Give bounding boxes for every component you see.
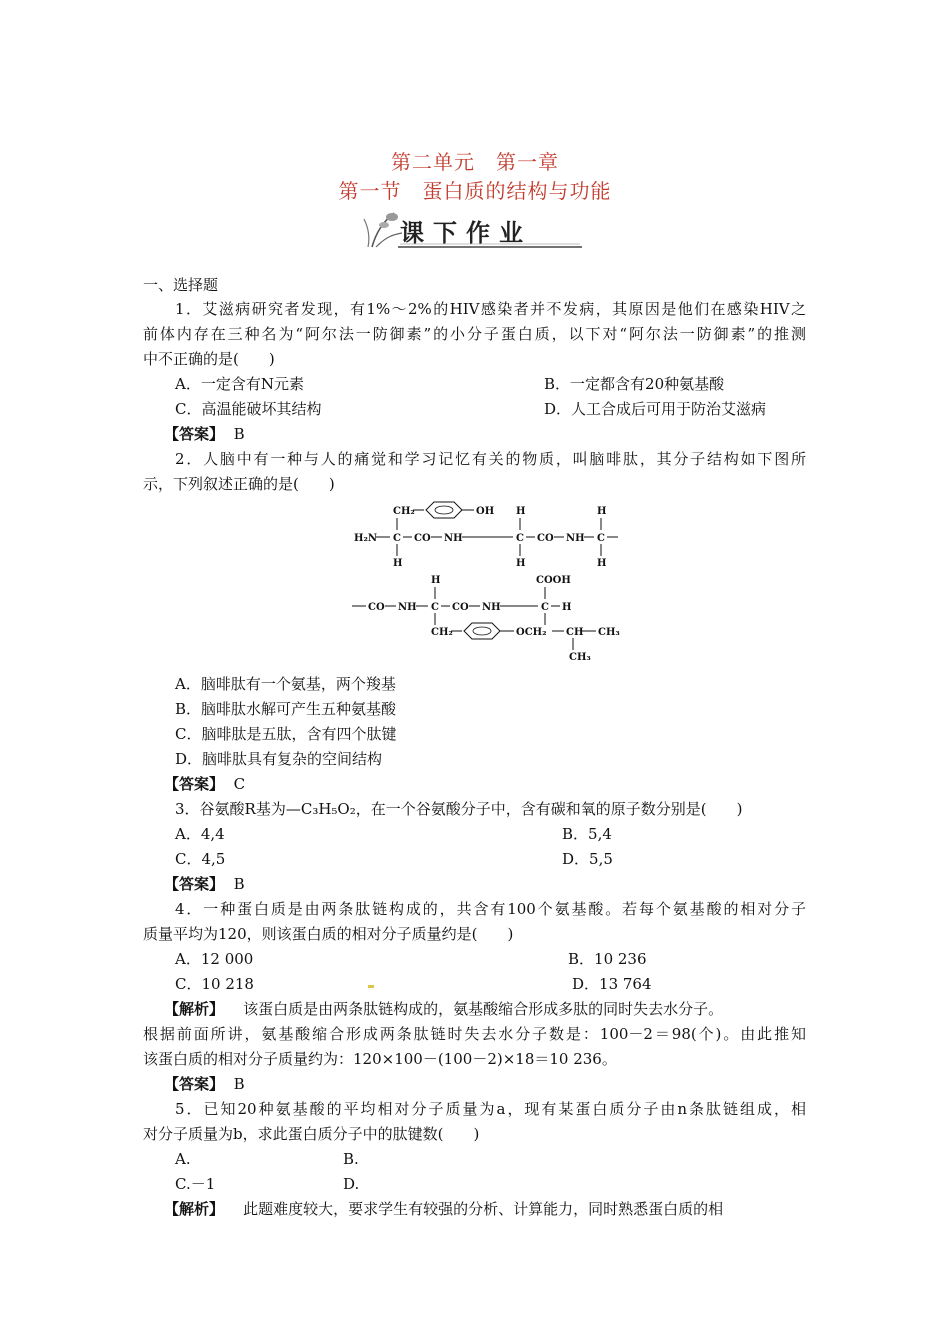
question-1-line-2: 前体内存在三种名为“阿尔法一防御素”的小分子蛋白质，以下对“阿尔法一防御素”的推测	[143, 325, 806, 343]
question-5-analysis-line-1	[164, 1198, 723, 1220]
f-h-top-1: H	[516, 506, 526, 517]
answer-label: 【答案】	[164, 425, 225, 443]
f2-nh-2: NH	[482, 602, 501, 613]
f2-co-2: CO	[452, 602, 469, 613]
analysis-text: 此题难度较大，要求学生有较强的分析、计算能力，同时熟悉蛋白质的相	[243, 1200, 724, 1218]
question-4-option-b: B．10 236	[568, 950, 647, 968]
f2-c-1: C	[431, 602, 439, 613]
question-1-option-a: A．一定含有N元素	[175, 375, 304, 393]
benzene-ring-2-icon	[464, 623, 500, 639]
question-4-analysis-line-3: 该蛋白质的相对分子质量约为：120×100－(100－2)×18＝10 236。	[143, 1050, 617, 1068]
f-h-bot-2: H	[516, 558, 526, 569]
question-3-option-c: C．4,5	[175, 850, 226, 868]
f2-och2: OCH₂	[516, 627, 547, 638]
f2-h-top: H	[431, 575, 441, 586]
f2-ch3-2: CH₃	[569, 652, 591, 663]
f2-ch3-1: CH₃	[598, 627, 620, 638]
question-4-line-2: 质量平均为120，则该蛋白质的相对分子质量约是( )	[143, 925, 514, 943]
question-2-line-1: 2．人脑中有一种与人的痛觉和学习记忆有关的物质，叫脑啡肽，其分子结构如下图所	[175, 450, 806, 468]
question-4-answer	[164, 1073, 245, 1095]
answer-value: B	[233, 425, 245, 443]
f2-c-2: C	[541, 602, 549, 613]
question-4-option-c: C．10 218	[175, 975, 254, 993]
f-h-bot-3: H	[597, 558, 607, 569]
question-2-option-c: C．脑啡肽是五肽，含有四个肽键	[175, 725, 397, 743]
question-1-answer	[164, 423, 245, 445]
section-heading: 一、选择题	[143, 276, 219, 294]
question-1-option-b: B．一定都含有20种氨基酸	[544, 375, 725, 393]
banner-text: 课下作业	[400, 218, 532, 247]
question-5-option-d: D.	[343, 1175, 360, 1193]
question-5-option-a: A.	[175, 1150, 191, 1168]
question-3-option-b: B．5,4	[562, 825, 612, 843]
f2-ch: CH	[566, 627, 584, 638]
f-h-top-2: H	[597, 506, 607, 517]
f-h-bot-1: H	[393, 558, 403, 569]
analysis-text: 该蛋白质是由两条肽链构成的，氨基酸缩合形成多肽的同时失去水分子。	[243, 1000, 724, 1018]
answer-label: 【答案】	[164, 875, 225, 893]
question-5-line-1: 5．已知20种氨基酸的平均相对分子质量为a，现有某蛋白质分子由n条肽链组成，相	[175, 1100, 806, 1118]
f-oh: OH	[476, 506, 495, 517]
f-co-1: CO	[414, 533, 431, 544]
question-2-option-a: A．脑啡肽有一个氨基，两个羧基	[175, 675, 396, 693]
question-1-option-d: D．人工合成后可用于防治艾滋病	[544, 400, 767, 418]
question-4-option-d: D．13 764	[572, 975, 652, 993]
question-5-option-c: C.－1	[175, 1175, 216, 1193]
f2-co-1: CO	[368, 602, 385, 613]
f2-ch2: CH₂	[431, 627, 453, 638]
question-5-option-b: B.	[343, 1150, 359, 1168]
question-2-option-b: B．脑啡肽水解可产生五种氨基酸	[175, 700, 397, 718]
f2-cooh: COOH	[536, 575, 571, 586]
answer-label: 【答案】	[164, 1075, 225, 1093]
f-c-2: C	[516, 533, 524, 544]
benzene-ring-icon	[426, 502, 462, 518]
question-1-line-3: 中不正确的是( )	[143, 350, 275, 368]
question-5-line-2: 对分子质量为b，求此蛋白质分子中的肽键数( )	[143, 1125, 480, 1143]
question-3-line-1: 3．谷氨酸R基为—C₃H₅O₂，在一个谷氨酸分子中，含有碳和氧的原子数分别是( )	[175, 800, 743, 818]
answer-value: C	[233, 775, 246, 793]
answer-value: B	[233, 1075, 245, 1093]
section-title: 第一节 蛋白质的结构与功能	[338, 179, 612, 203]
question-3-option-d: D．5,5	[562, 850, 613, 868]
f-h2n: H₂N	[354, 533, 377, 544]
f-c-1: C	[393, 533, 401, 544]
scan-mark	[368, 985, 374, 988]
f-nh-2: NH	[566, 533, 585, 544]
f-co-2: CO	[537, 533, 554, 544]
question-3-option-a: A．4,4	[175, 825, 225, 843]
question-4-analysis-line-2: 根据前面所讲，氨基酸缩合形成两条肽链时失去水分子数是：100－2＝98(个)。由此推知	[143, 1025, 806, 1043]
unit-title: 第二单元 第一章	[391, 150, 559, 174]
f-c-3: C	[597, 533, 605, 544]
question-1-line-1: 1．艾滋病研究者发现，有1%～2%的HIV感染者并不发病，其原因是他们在感染HIV之	[175, 300, 806, 318]
question-2-answer	[164, 773, 245, 795]
question-4-line-1: 4．一种蛋白质是由两条肽链构成的，共含有100个氨基酸。若每个氨基酸的相对分子	[175, 900, 806, 918]
enkephalin-structure-diagram	[350, 500, 640, 665]
answer-label: 【答案】	[164, 775, 225, 793]
f-ch2-1: CH₂	[393, 506, 415, 517]
question-2-option-d: D．脑啡肽具有复杂的空间结构	[175, 750, 383, 768]
question-1-option-c: C．高温能破坏其结构	[175, 400, 322, 418]
homework-banner	[358, 207, 588, 251]
f2-h-side: H	[562, 602, 572, 613]
question-4-analysis-line-1	[164, 998, 723, 1020]
question-2-line-2: 示，下列叙述正确的是( )	[143, 475, 335, 493]
analysis-label: 【解析】	[164, 1000, 225, 1018]
f-nh-1: NH	[444, 533, 463, 544]
question-3-answer	[164, 873, 245, 895]
question-4-option-a: A．12 000	[175, 950, 254, 968]
analysis-label: 【解析】	[164, 1200, 225, 1218]
f2-nh-1: NH	[398, 602, 417, 613]
answer-value: B	[233, 875, 245, 893]
